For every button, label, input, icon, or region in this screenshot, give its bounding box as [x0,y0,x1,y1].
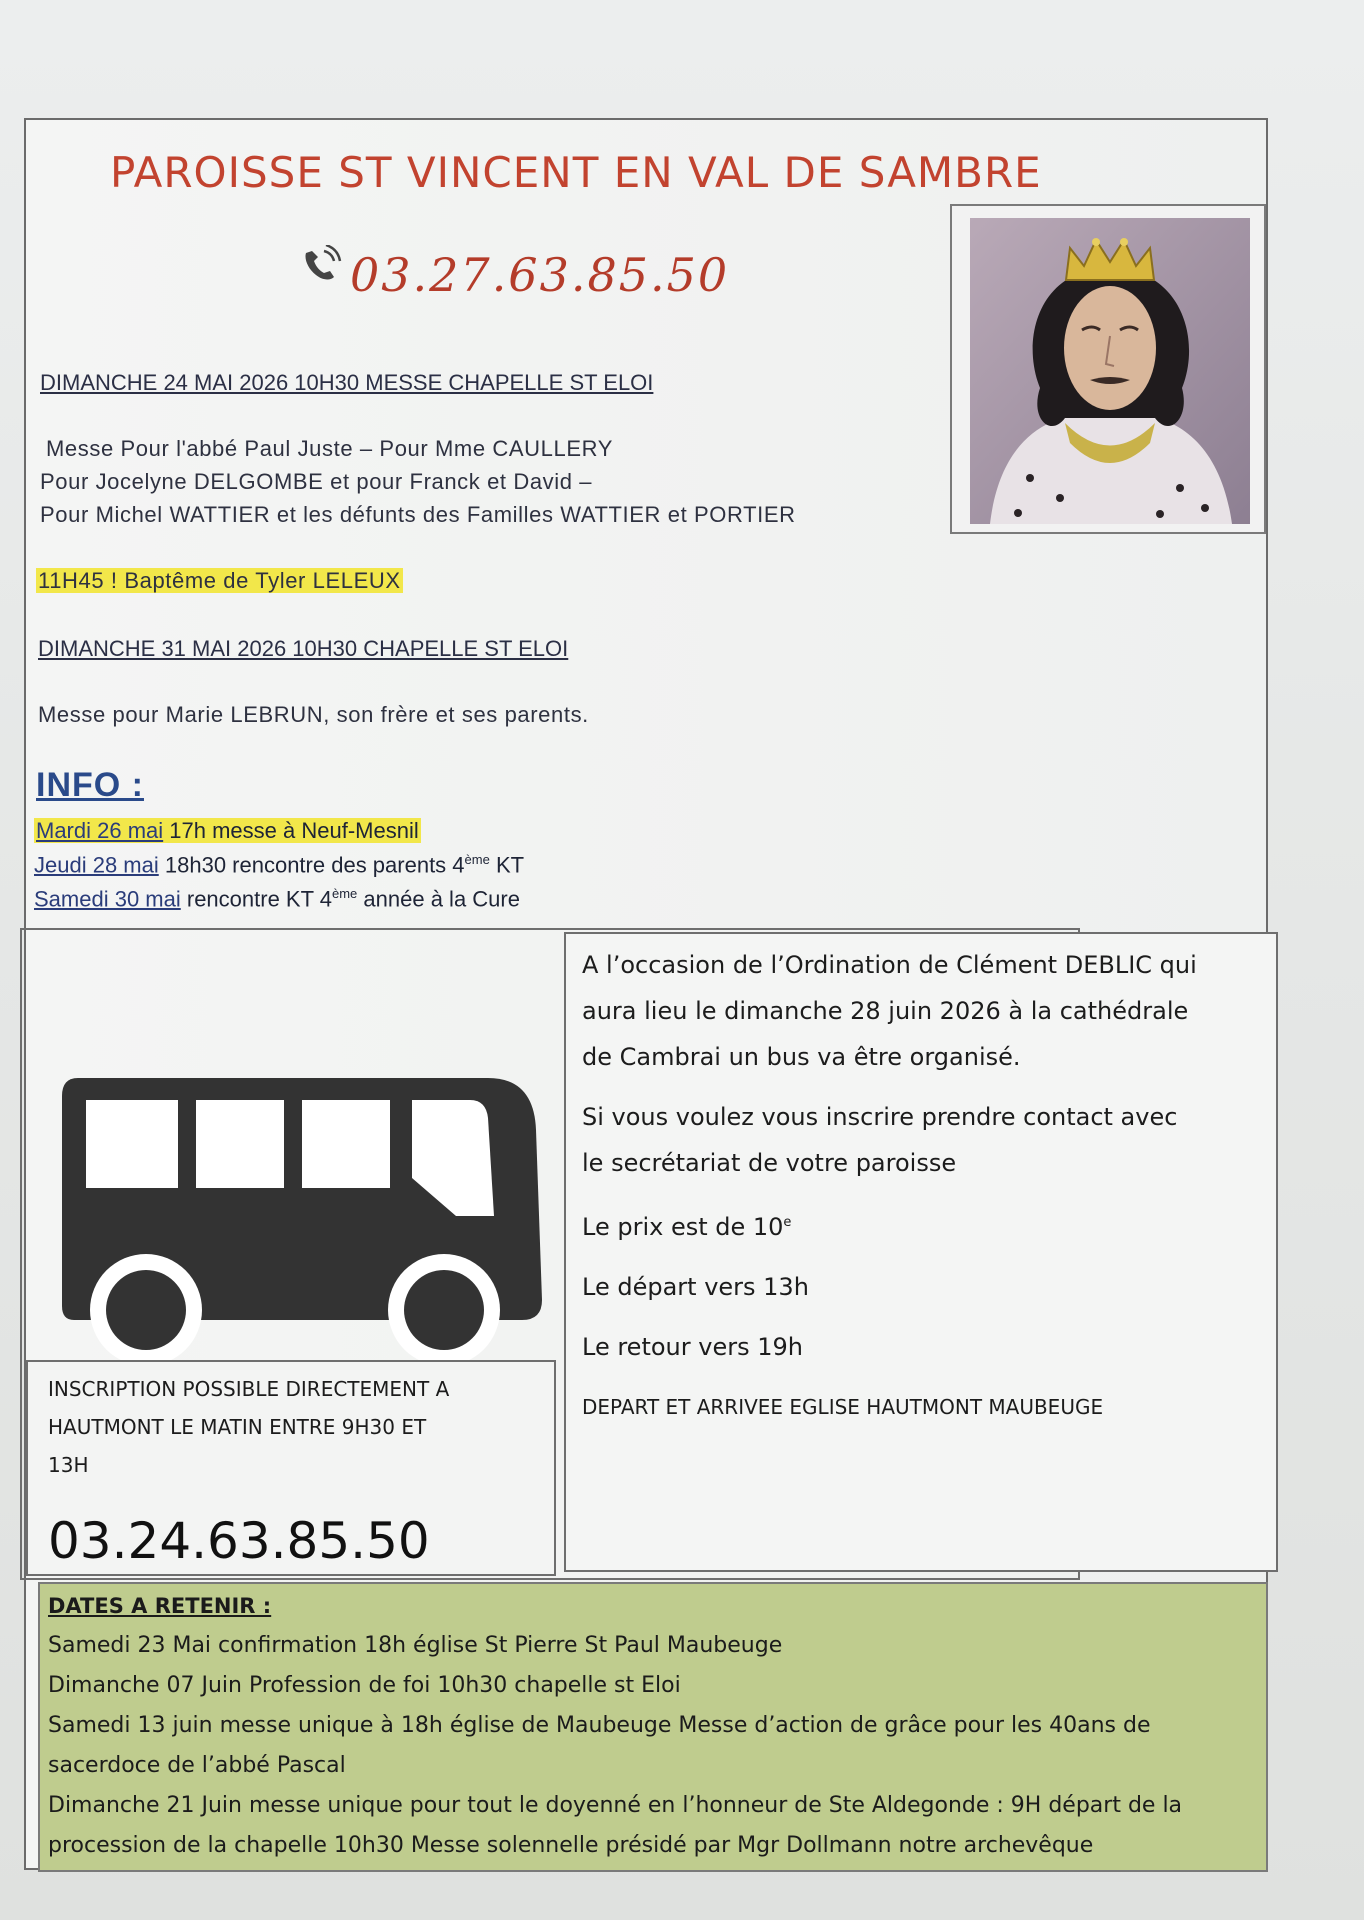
ordination-paragraph-1 [582,942,1272,1080]
dates-line-2: Dimanche 07 Juin Profession de foi 10h30 chapelle st Eloi [48,1673,681,1698]
parish-phone [300,242,729,302]
info-item-3 [34,886,520,912]
info-item-3-sup: ème [332,886,358,901]
bus-icon [58,1070,548,1365]
ordination-text [582,942,1272,1430]
dates-line-3: Samedi 13 juin messe unique à 18h église de Maubeuge Messe d’action de grâce pour les 40ans de [48,1713,1151,1738]
info-item-2-sup: ème [464,852,490,867]
mass1-line-2: Pour Jocelyne DELGOMBE et pour Franck et David – [40,469,593,494]
inscription-phone: 03.24.63.85.50 [48,1512,430,1570]
ordination-place: DEPART ET ARRIVEE EGLISE HAUTMONT MAUBEUGE [582,1395,1104,1419]
inscription-line-2: HAUTMONT LE MATIN ENTRE 9H30 ET [48,1415,427,1439]
inscription-line-3: 13H [48,1453,89,1477]
info-item-3-date: Samedi 30 mai [34,886,181,912]
ordination-p1-line-3: de Cambrai un bus va être organisé. [582,1043,1021,1071]
ordination-departure: Le départ vers 13h [582,1273,809,1301]
saint-king-portrait [970,218,1250,524]
phone-icon [300,242,344,282]
info-item-2-date: Jeudi 28 mai [34,852,159,878]
mass1-line-1: Messe Pour l'abbé Paul Juste – Pour Mme CAULLERY [46,436,613,461]
info-item-1-text: 17h messe à Neuf-Mesnil [169,818,419,843]
info-item-3-text: rencontre KT 4 [186,886,332,912]
parish-title: PAROISSE ST VINCENT EN VAL DE SAMBRE [110,148,1042,197]
info-item-2-after: KT [495,852,525,878]
info-item-2-text: 18h30 rencontre des parents 4 [164,852,465,878]
ordination-p1-line-1: A l’occasion de l’Ordination de Clément DEBLIC qui [582,951,1197,979]
ordination-p2-line-2: le secrétariat de votre paroisse [582,1149,957,1177]
baptism-line [36,568,403,594]
mass1-line-3: Pour Michel WATTIER et les défunts des Familles WATTIER et PORTIER [40,502,796,527]
ordination-paragraph-2 [582,1094,1272,1186]
info-item-3-after: année à la Cure [363,886,520,912]
baptism-text: 11H45 ! Baptême de Tyler LELEUX [38,568,401,593]
dates-list [48,1586,1258,1866]
inscription-line-1: INSCRIPTION POSSIBLE DIRECTEMENT A [48,1377,450,1401]
dates-line-6: procession de la chapelle 10h30 Messe solennelle présidé par Mgr Dollmann notre archevêque [48,1833,1094,1858]
dates-line-1: Samedi 23 Mai confirmation 18h église St Pierre St Paul Maubeuge [48,1633,783,1658]
info-title: INFO : [36,766,144,804]
mass2-heading: DIMANCHE 31 MAI 2026 10H30 CHAPELLE ST ELOI [38,636,569,661]
info-item-1 [34,818,421,844]
ordination-return: Le retour vers 19h [582,1333,803,1361]
mass1-heading: DIMANCHE 24 MAI 2026 10H30 MESSE CHAPELLE ST ELOI [40,370,654,395]
ordination-price-sup: e [783,1215,792,1230]
parish-phone-number: 03.27.63.85.50 [350,248,730,302]
dates-title: DATES A RETENIR : [48,1594,272,1618]
info-item-2 [34,852,524,878]
ordination-price-text: Le prix est de 10 [582,1213,784,1241]
info-item-1-date: Mardi 26 mai [36,818,164,843]
ordination-p2-line-1: Si vous voulez vous inscrire prendre contact avec [582,1103,1178,1131]
ordination-price [582,1200,1272,1250]
saint-portrait-frame [950,204,1266,534]
inscription-text [48,1370,449,1484]
mass2-line: Messe pour Marie LEBRUN, son frère et ses parents. [38,702,589,727]
dates-line-4: sacerdoce de l’abbé Pascal [48,1753,346,1778]
dates-line-5: Dimanche 21 Juin messe unique pour tout le doyenné en l’honneur de Ste Aldegonde : 9H départ de la [48,1793,1183,1818]
ordination-p1-line-2: aura lieu le dimanche 28 juin 2026 à la cathédrale [582,997,1189,1025]
